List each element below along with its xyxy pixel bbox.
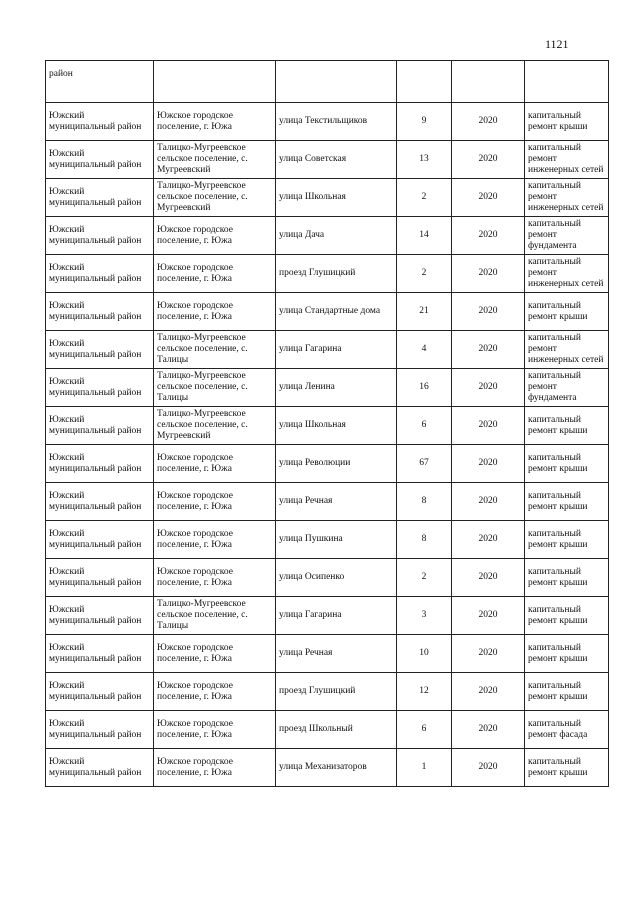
year-cell: 2020 — [452, 673, 525, 711]
work-type-cell: капитальный ремонт инженерных сетей — [525, 179, 609, 217]
house-number-cell: 21 — [397, 293, 452, 331]
district-cell: Южский муниципальный район — [46, 483, 154, 521]
table-row — [46, 103, 609, 141]
settlement-cell: Южское городское поселение, г. Южа — [154, 521, 276, 559]
district-cell: район — [46, 61, 154, 103]
house-number-cell: 8 — [397, 521, 452, 559]
district-cell: Южский муниципальный район — [46, 749, 154, 787]
house-number-cell: 9 — [397, 103, 452, 141]
district-cell: Южский муниципальный район — [46, 407, 154, 445]
settlement-cell: Южское городское поселение, г. Южа — [154, 749, 276, 787]
settlement-cell: Южское городское поселение, г. Южа — [154, 559, 276, 597]
settlement-cell: Южское городское поселение, г. Южа — [154, 673, 276, 711]
street-cell: улица Гагарина — [276, 597, 397, 635]
street-cell: улица Речная — [276, 635, 397, 673]
table-row — [46, 597, 609, 635]
work-type-cell: капитальный ремонт фундамента — [525, 217, 609, 255]
settlement-cell: Талицко-Мугреевское сельское поселение, с. Талицы — [154, 331, 276, 369]
street-cell: улица Дача — [276, 217, 397, 255]
year-cell: 2020 — [452, 559, 525, 597]
table-row — [46, 255, 609, 293]
year-cell — [452, 61, 525, 103]
year-cell: 2020 — [452, 255, 525, 293]
table-row — [46, 369, 609, 407]
house-number-cell: 12 — [397, 673, 452, 711]
work-type-cell: капитальный ремонт крыши — [525, 673, 609, 711]
house-number-cell: 10 — [397, 635, 452, 673]
street-cell: проезд Глушицкий — [276, 673, 397, 711]
house-number-cell: 6 — [397, 711, 452, 749]
house-number-cell: 4 — [397, 331, 452, 369]
year-cell: 2020 — [452, 141, 525, 179]
work-type-cell — [525, 61, 609, 103]
housing-repair-table — [45, 60, 609, 787]
district-cell: Южский муниципальный район — [46, 293, 154, 331]
district-cell: Южский муниципальный район — [46, 179, 154, 217]
district-cell: Южский муниципальный район — [46, 255, 154, 293]
street-cell: улица Ленина — [276, 369, 397, 407]
table-row — [46, 559, 609, 597]
district-cell: Южский муниципальный район — [46, 141, 154, 179]
settlement-cell: Талицко-Мугреевское сельское поселение, с. Мугреевский — [154, 141, 276, 179]
district-cell: Южский муниципальный район — [46, 521, 154, 559]
table-row — [46, 217, 609, 255]
year-cell: 2020 — [452, 293, 525, 331]
house-number-cell: 13 — [397, 141, 452, 179]
house-number-cell: 14 — [397, 217, 452, 255]
settlement-cell — [154, 61, 276, 103]
house-number-cell: 2 — [397, 559, 452, 597]
house-number-cell: 6 — [397, 407, 452, 445]
work-type-cell: капитальный ремонт крыши — [525, 407, 609, 445]
street-cell: улица Механизаторов — [276, 749, 397, 787]
work-type-cell: капитальный ремонт крыши — [525, 445, 609, 483]
work-type-cell: капитальный ремонт крыши — [525, 635, 609, 673]
house-number-cell: 2 — [397, 179, 452, 217]
year-cell: 2020 — [452, 407, 525, 445]
year-cell: 2020 — [452, 521, 525, 559]
settlement-cell: Талицко-Мугреевское сельское поселение, с. Мугреевский — [154, 179, 276, 217]
district-cell: Южский муниципальный район — [46, 597, 154, 635]
settlement-cell: Южское городское поселение, г. Южа — [154, 255, 276, 293]
house-number-cell — [397, 61, 452, 103]
work-type-cell: капитальный ремонт крыши — [525, 483, 609, 521]
work-type-cell: капитальный ремонт крыши — [525, 559, 609, 597]
settlement-cell: Южское городское поселение, г. Южа — [154, 711, 276, 749]
street-cell: улица Текстильщиков — [276, 103, 397, 141]
settlement-cell: Талицко-Мугреевское сельское поселение, с. Талицы — [154, 369, 276, 407]
house-number-cell: 8 — [397, 483, 452, 521]
table-row — [46, 521, 609, 559]
street-cell: улица Осипенко — [276, 559, 397, 597]
settlement-cell: Южское городское поселение, г. Южа — [154, 217, 276, 255]
year-cell: 2020 — [452, 179, 525, 217]
work-type-cell: капитальный ремонт крыши — [525, 597, 609, 635]
house-number-cell: 2 — [397, 255, 452, 293]
year-cell: 2020 — [452, 635, 525, 673]
work-type-cell: капитальный ремонт инженерных сетей — [525, 255, 609, 293]
street-cell: проезд Глушицкий — [276, 255, 397, 293]
work-type-cell: капитальный ремонт крыши — [525, 293, 609, 331]
street-cell: улица Речная — [276, 483, 397, 521]
house-number-cell: 16 — [397, 369, 452, 407]
year-cell: 2020 — [452, 445, 525, 483]
district-cell: Южский муниципальный район — [46, 711, 154, 749]
work-type-cell: капитальный ремонт крыши — [525, 749, 609, 787]
street-cell: улица Гагарина — [276, 331, 397, 369]
year-cell: 2020 — [452, 483, 525, 521]
house-number-cell: 3 — [397, 597, 452, 635]
year-cell: 2020 — [452, 749, 525, 787]
district-cell: Южский муниципальный район — [46, 369, 154, 407]
house-number-cell: 67 — [397, 445, 452, 483]
district-cell: Южский муниципальный район — [46, 559, 154, 597]
work-type-cell: капитальный ремонт инженерных сетей — [525, 141, 609, 179]
table-row — [46, 141, 609, 179]
work-type-cell: капитальный ремонт фундамента — [525, 369, 609, 407]
year-cell: 2020 — [452, 217, 525, 255]
district-cell: Южский муниципальный район — [46, 445, 154, 483]
street-cell: улица Школьная — [276, 407, 397, 445]
table-row — [46, 407, 609, 445]
table-row — [46, 711, 609, 749]
work-type-cell: капитальный ремонт фасада — [525, 711, 609, 749]
table-row — [46, 635, 609, 673]
house-number-cell: 1 — [397, 749, 452, 787]
settlement-cell: Талицко-Мугреевское сельское поселение, с. Мугреевский — [154, 407, 276, 445]
table-row-continued — [46, 61, 609, 103]
settlement-cell: Талицко-Мугреевское сельское поселение, с. Талицы — [154, 597, 276, 635]
street-cell: улица Советская — [276, 141, 397, 179]
settlement-cell: Южское городское поселение, г. Южа — [154, 445, 276, 483]
settlement-cell: Южское городское поселение, г. Южа — [154, 635, 276, 673]
table-row — [46, 331, 609, 369]
year-cell: 2020 — [452, 103, 525, 141]
district-cell: Южский муниципальный район — [46, 331, 154, 369]
street-cell: улица Стандартные дома — [276, 293, 397, 331]
work-type-cell: капитальный ремонт крыши — [525, 521, 609, 559]
settlement-cell: Южское городское поселение, г. Южа — [154, 293, 276, 331]
table-row — [46, 445, 609, 483]
settlement-cell: Южское городское поселение, г. Южа — [154, 103, 276, 141]
street-cell: улица Школьная — [276, 179, 397, 217]
year-cell: 2020 — [452, 597, 525, 635]
table-row — [46, 749, 609, 787]
street-cell: проезд Школьный — [276, 711, 397, 749]
table-row — [46, 179, 609, 217]
table-row — [46, 483, 609, 521]
district-cell: Южский муниципальный район — [46, 217, 154, 255]
page-number: 1121 — [545, 37, 569, 51]
district-cell: Южский муниципальный район — [46, 635, 154, 673]
work-type-cell: капитальный ремонт инженерных сетей — [525, 331, 609, 369]
street-cell: улица Революции — [276, 445, 397, 483]
year-cell: 2020 — [452, 331, 525, 369]
street-cell: улица Пушкина — [276, 521, 397, 559]
settlement-cell: Южское городское поселение, г. Южа — [154, 483, 276, 521]
table-row — [46, 293, 609, 331]
year-cell: 2020 — [452, 369, 525, 407]
year-cell: 2020 — [452, 711, 525, 749]
district-cell: Южский муниципальный район — [46, 673, 154, 711]
table-row — [46, 673, 609, 711]
district-cell: Южский муниципальный район — [46, 103, 154, 141]
work-type-cell: капитальный ремонт крыши — [525, 103, 609, 141]
street-cell — [276, 61, 397, 103]
